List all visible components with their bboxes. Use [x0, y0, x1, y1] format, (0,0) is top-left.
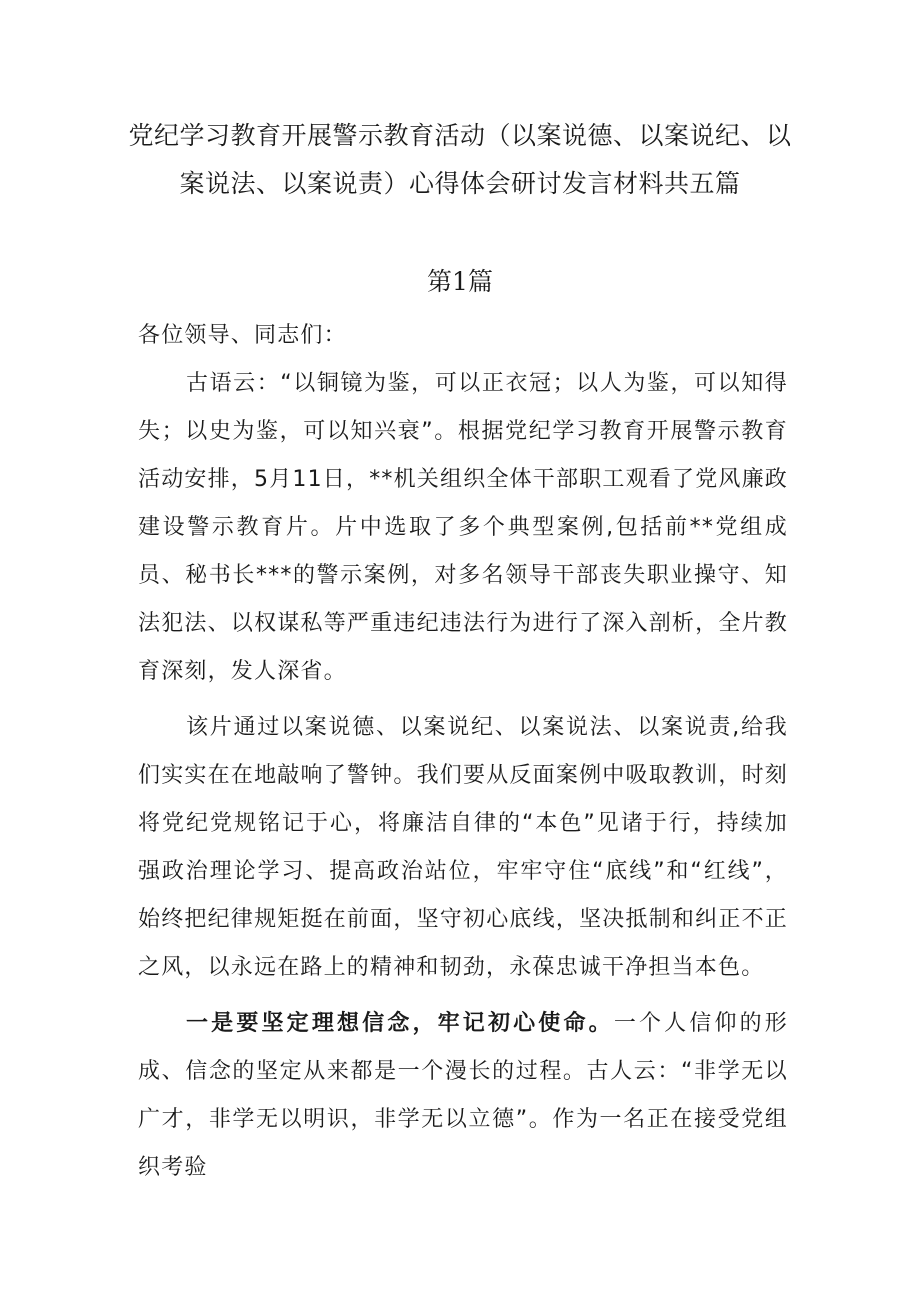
paragraph-1: 古语云：“以铜镜为鉴，可以正衣冠；以人为鉴，可以知得失；以史为鉴，可以知兴衰”。根据党纪学习教育开展警示教育活动安排，5月11日，**机关组织全体干部职工观看了党风廉政建设警示教育片。片中选取了多个典型案例,包括前**党组成员、秘书长***的警示案例，对多名领导干部丧失职业操守、知法犯法、以权谋私等严重违纪违法行为进行了深入剖析，全片教育深刻，发人深省。	[138, 371, 788, 684]
paragraph-3-text: 一个人信仰的形成、信念的坚定从来都是一个漫长的过程。古人云：“非学无以广才，非学无以明识，非学无以立德”。作为一名正在接受党组织考验	[138, 1011, 789, 1180]
salutation: 各位领导、同志们：	[138, 323, 347, 348]
document-title: 党纪学习教育开展警示教育活动（以案说德、以案说纪、以案说法、以案说责）心得体会研讨发言材料共五篇	[128, 121, 792, 198]
paragraph-3	[138, 1000, 788, 1192]
paragraph-3-lead: 一是要坚定理想信念，牢记初心使命。	[186, 1011, 614, 1036]
section-heading: 第1篇	[427, 267, 493, 296]
document-body	[138, 312, 788, 1200]
paragraph-2: 该片通过以案说德、以案说纪、以案说法、以案说责,给我们实实在在地敲响了警钟。我们要从反面案例中吸取教训，时刻将党纪党规铭记于心，将廉洁自律的“本色”见诸于行，持续加强政治理论学习、提高政治站位，牢牢守住“底线”和“红线”，始终把纪律规矩挺在前面，坚守初心底线，坚决抵制和纠正不正之风，以永远在路上的精神和韧劲，永葆忠诚干净担当本色。	[138, 715, 788, 980]
